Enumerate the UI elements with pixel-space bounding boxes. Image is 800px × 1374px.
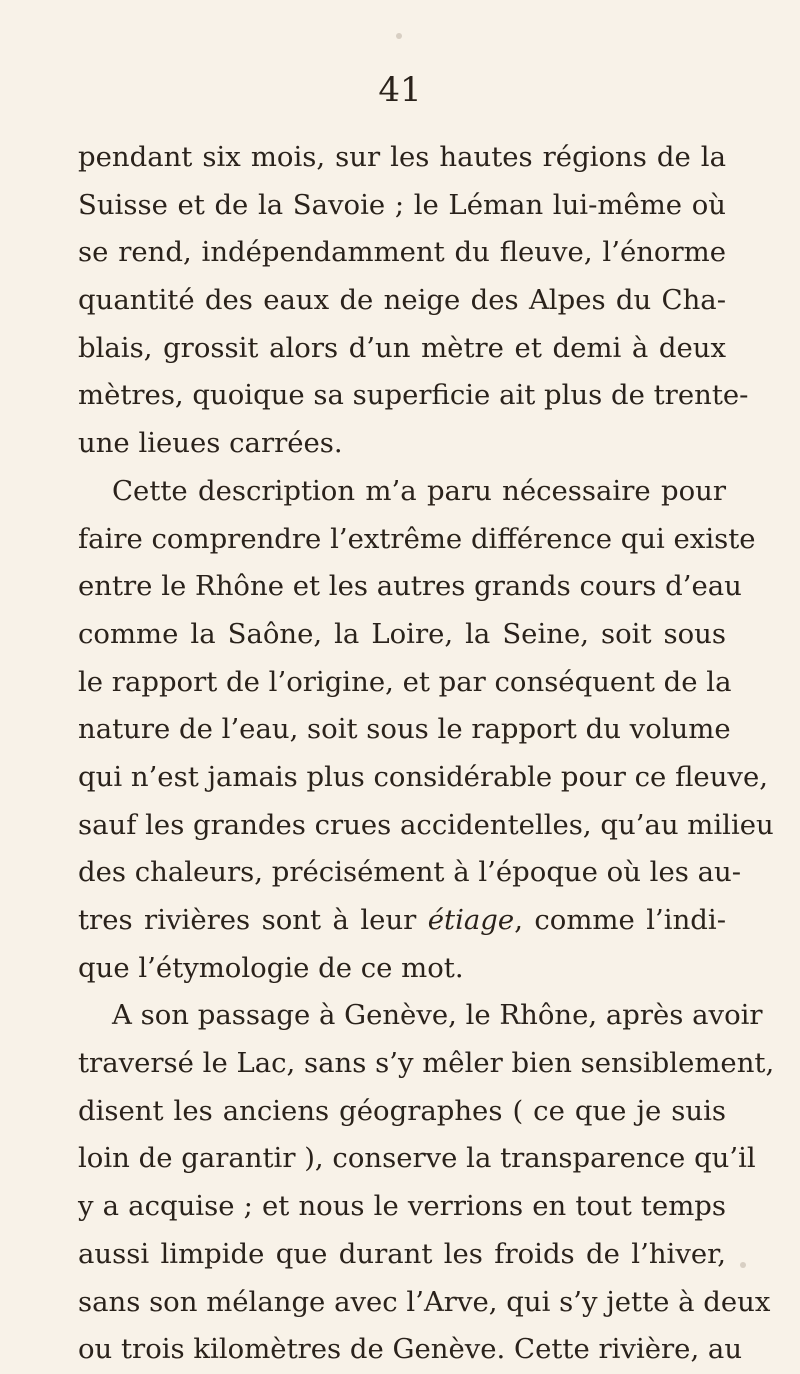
emphasized-word: étiage	[427, 904, 515, 936]
text-line: entre le Rhône et les autres grands cours d’eau	[78, 570, 742, 603]
text-line-with-emphasis	[78, 897, 726, 945]
text-line: mètres, quoique sa superficie ait plus de trente-	[78, 379, 749, 412]
text-line: se rend, indépendamment du fleuve, l’énorme	[78, 236, 726, 269]
text-line: disent les anciens géographes ( ce que je suis	[78, 1094, 726, 1127]
text-line: que l’étymologie de ce mot.	[78, 951, 464, 984]
text-line: blais, grossit alors d’un mètre et demi à deux	[78, 331, 726, 364]
text-fragment: , comme l’indi-	[514, 904, 726, 936]
text-line: sauf les grandes crues accidentelles, qu’au milieu	[78, 808, 774, 841]
page-number: 41	[378, 70, 422, 110]
text-line: nature de l’eau, soit sous le rapport du volume	[78, 713, 731, 746]
text-line: quantité des eaux de neige des Alpes du Cha-	[78, 284, 726, 317]
text-line: des chaleurs, précisément à l’époque où les au-	[78, 856, 741, 889]
text-fragment: tres rivières sont à leur	[78, 904, 428, 936]
text-line: comme la Saône, la Loire, la Seine, soit sous	[78, 617, 726, 650]
text-line: pendant six mois, sur les hautes régions de la	[78, 141, 726, 173]
text-line: une lieues carrées.	[78, 427, 343, 460]
text-line: loin de garantir ), conserve la transparence qu’il	[78, 1142, 756, 1175]
text-line: qui n’est jamais plus considérable pour ce fleuve,	[78, 760, 768, 793]
text-line: Suisse et de la Savoie ; le Léman lui-même où	[78, 188, 726, 221]
text-line: A son passage à Genève, le Rhône, après avoir	[112, 999, 763, 1032]
text-line: y a acquise ; et nous le verrions en tout temps	[78, 1190, 726, 1223]
text-line: le rapport de l’origine, et par conséquent de la	[78, 665, 732, 698]
text-line: traversé le Lac, sans s’y mêler bien sensiblement,	[78, 1047, 775, 1080]
text-line: Cette description m’a paru nécessaire pour	[112, 474, 726, 507]
text-line: aussi limpide que durant les froids de l’hiver,	[78, 1237, 726, 1270]
text-line: faire comprendre l’extrême différence qui existe	[78, 522, 756, 555]
text-line: ou trois kilomètres de Genève. Cette rivière, au	[78, 1333, 743, 1366]
paper-speck	[740, 1262, 746, 1268]
paper-speck	[396, 33, 402, 39]
text-line: sans son mélange avec l’Arve, qui s’y jette à deux	[78, 1285, 771, 1318]
body-text	[78, 134, 775, 1374]
